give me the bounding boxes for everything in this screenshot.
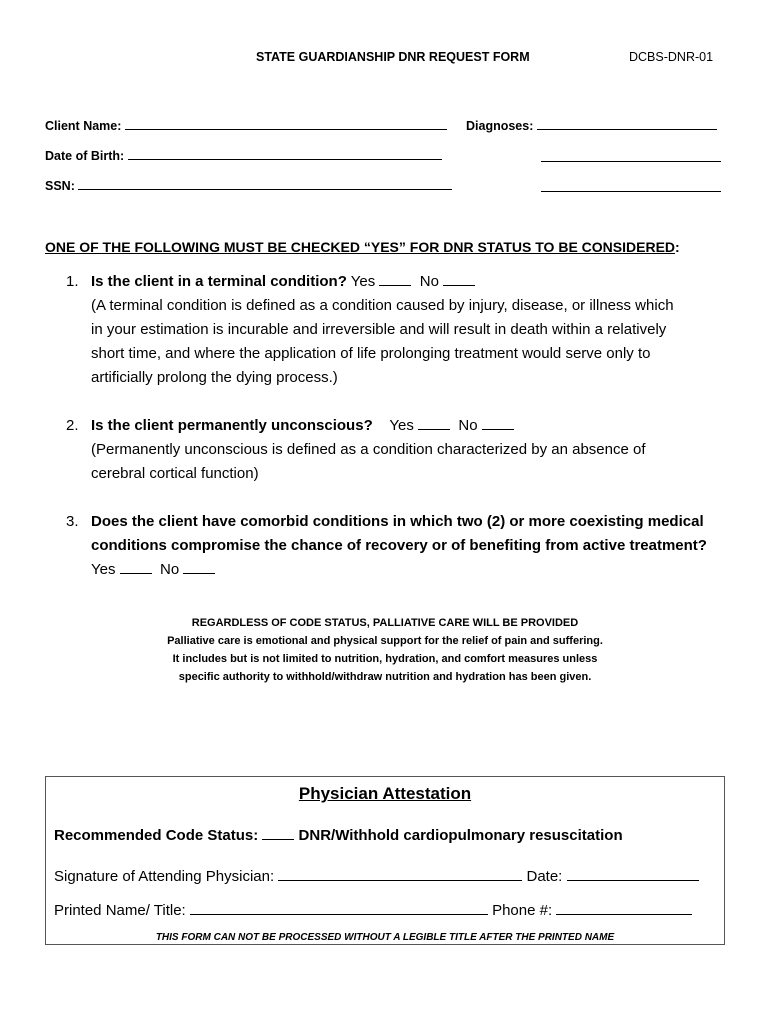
question-3-line-2: conditions compromise the chance of recovery or of benefiting from active treatment? (91, 537, 707, 554)
yes-label: Yes (91, 561, 116, 578)
printed-name-row (54, 901, 692, 919)
instruction-text: ONE OF THE FOLLOWING MUST BE CHECKED “YES” FOR DNR STATUS TO BE CONSIDERED (45, 239, 676, 255)
q2-desc-line-1: (Permanently unconscious is defined as a condition characterized by an absence of (91, 441, 646, 458)
client-name-label: Client Name: (45, 119, 122, 133)
diagnoses-label: Diagnoses: (466, 119, 534, 133)
question-3-answers (91, 558, 215, 582)
question-2-number: 2. (66, 417, 79, 434)
diagnoses-input-2[interactable] (541, 150, 721, 162)
ssn-input[interactable] (78, 178, 452, 190)
question-1-text: Is the client in a terminal condition? (91, 273, 347, 290)
question-1-number: 1. (66, 273, 79, 290)
signature-row (54, 867, 699, 885)
diagnoses-input-3[interactable] (541, 180, 721, 192)
physician-attestation-box (45, 776, 725, 945)
date-input[interactable] (567, 867, 699, 881)
palliative-line-2: It includes but is not limited to nutrition, hydration, and comfort measures unless (172, 653, 598, 665)
question-2 (91, 414, 514, 438)
printed-name-input[interactable] (190, 901, 488, 915)
question-3-number: 3. (66, 513, 79, 530)
ssn-label: SSN: (45, 179, 75, 193)
diagnoses-field (466, 118, 717, 133)
no-label: No (160, 561, 180, 578)
diagnoses-input-1[interactable] (537, 118, 717, 130)
printed-name-label: Printed Name/ Title: (54, 902, 186, 919)
question-1 (91, 270, 475, 294)
q2-desc-line-2: cerebral cortical function) (91, 465, 259, 482)
code-status-blank[interactable] (262, 826, 294, 840)
q1-no-blank[interactable] (443, 272, 475, 286)
client-name-input[interactable] (125, 118, 447, 130)
q2-no-blank[interactable] (482, 416, 514, 430)
phone-input[interactable] (556, 901, 692, 915)
attestation-footer: THIS FORM CAN NOT BE PROCESSED WITHOUT A LEGIBLE TITLE AFTER THE PRINTED NAME (155, 932, 615, 943)
instruction-heading (45, 239, 680, 255)
date-label: Date: (526, 868, 563, 885)
yes-label: Yes (389, 417, 414, 434)
q1-desc-line-3: short time, and where the application of life prolonging treatment would serve only to (91, 345, 651, 362)
yes-label: Yes (350, 273, 376, 290)
form-code: DCBS-DNR-01 (629, 50, 714, 64)
code-status-row (54, 826, 623, 844)
dob-input[interactable] (128, 148, 442, 160)
dob-label: Date of Birth: (45, 149, 125, 163)
dob-field (45, 148, 442, 163)
palliative-line-1: Palliative care is emotional and physical support for the relief of pain and suffering. (167, 635, 603, 647)
question-2-text: Is the client permanently unconscious? (91, 417, 373, 434)
q1-desc-line-1: (A terminal condition is defined as a condition caused by injury, disease, or illness which (91, 297, 674, 314)
ssn-field (45, 178, 452, 193)
q3-no-blank[interactable] (183, 560, 215, 574)
signature-input[interactable] (278, 867, 522, 881)
q1-desc-line-2: in your estimation is incurable and irreversible and will result in death within a relatively (91, 321, 667, 338)
no-label: No (419, 273, 439, 290)
question-3-line-1: Does the client have comorbid conditions in which two (2) or more coexisting medical (91, 513, 704, 530)
palliative-heading: REGARDLESS OF CODE STATUS, PALLIATIVE CARE WILL BE PROVIDED (191, 617, 579, 629)
attestation-title: Physician Attestation (298, 784, 472, 803)
code-status-value: DNR/Withhold cardiopulmonary resuscitation (298, 827, 623, 844)
form-title: STATE GUARDIANSHIP DNR REQUEST FORM (256, 50, 530, 64)
phone-label: Phone #: (492, 902, 553, 919)
q2-yes-blank[interactable] (418, 416, 450, 430)
no-label: No (458, 417, 478, 434)
palliative-line-3: specific authority to withhold/withdraw nutrition and hydration has been given. (178, 671, 592, 683)
signature-label: Signature of Attending Physician: (54, 868, 275, 885)
q1-desc-line-4: artificially prolong the dying process.) (91, 369, 338, 386)
q3-yes-blank[interactable] (120, 560, 152, 574)
client-name-field (45, 118, 447, 133)
code-status-label: Recommended Code Status: (54, 827, 259, 844)
q1-yes-blank[interactable] (379, 272, 411, 286)
instruction-colon: : (675, 239, 680, 255)
